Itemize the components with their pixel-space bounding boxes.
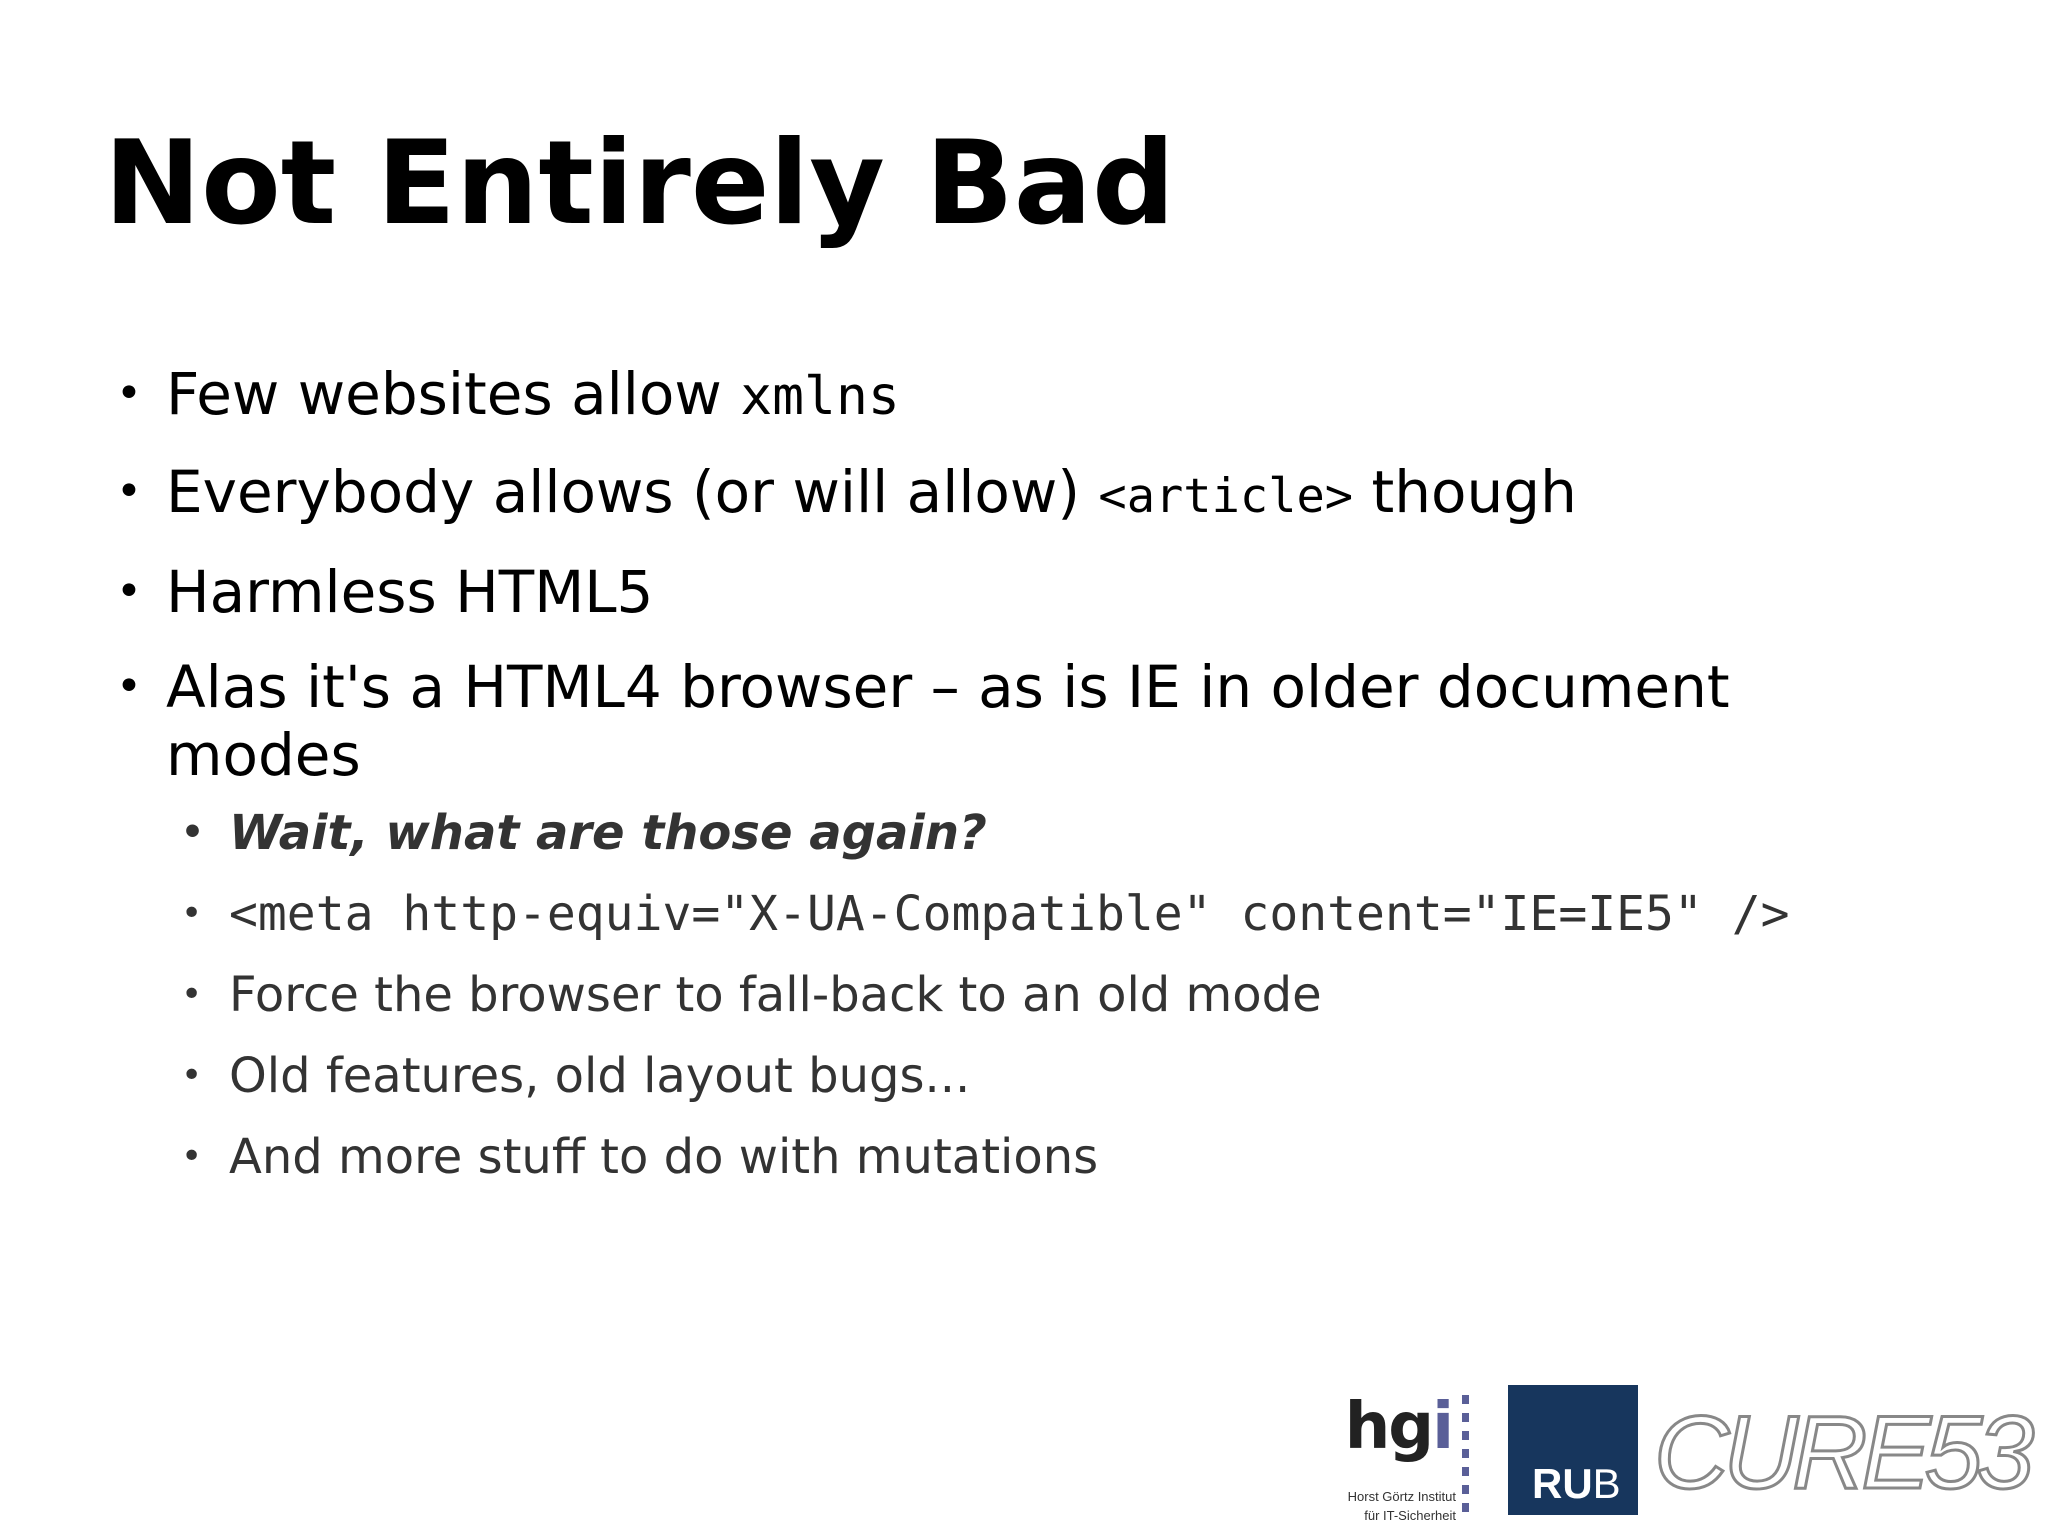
- bullet-marker: •: [116, 566, 142, 617]
- bullet-marker: •: [116, 466, 142, 517]
- sub-bullet-code: <meta http-equiv="X-UA-Compatible" content="IE=IE5" />: [229, 886, 1790, 942]
- bullet-marker: •: [181, 893, 203, 934]
- bullet-marker: •: [181, 812, 205, 853]
- sub-bullet-item: [181, 967, 1790, 1023]
- sub-bullet-text: Old features, old layout bugs...: [229, 1048, 971, 1104]
- bullet-code: xmlns: [740, 366, 900, 427]
- bullet-marker: •: [181, 1055, 203, 1096]
- bullet-text: though: [1353, 458, 1577, 526]
- sub-bullet-item: [181, 1048, 1790, 1104]
- sub-bullet-text: Wait, what are those again?: [229, 805, 987, 861]
- cure53-logo: CURE53: [1654, 1395, 2029, 1511]
- sub-bullet-text: And more stuff to do with mutations: [229, 1129, 1099, 1185]
- bullet-list: [116, 360, 1996, 816]
- sub-bullet-item: [181, 1129, 1790, 1185]
- sub-bullet-text: Force the browser to fall-back to an old mode: [229, 967, 1322, 1023]
- bullet-marker: •: [116, 368, 142, 419]
- hgi-logo: [1320, 1390, 1470, 1525]
- bullet-item: [116, 558, 1996, 626]
- bullet-item: [116, 360, 1996, 431]
- bullet-marker: •: [181, 974, 203, 1015]
- sub-bullet-item: [181, 886, 1790, 942]
- hgi-logo-letters: hgi: [1344, 1390, 1452, 1464]
- bullet-text: Harmless HTML5: [166, 558, 654, 626]
- bullet-code: <article>: [1098, 469, 1354, 524]
- rub-logo-text: RUB: [1532, 1460, 1621, 1507]
- sub-bullet-item: [181, 805, 1790, 861]
- bullet-text: Few websites allow: [166, 360, 741, 428]
- slide-title: Not Entirely Bad: [104, 116, 1176, 251]
- sub-bullet-list: [181, 805, 1790, 1210]
- hgi-logo-dots: [1462, 1395, 1470, 1525]
- bullet-text: Everybody allows (or will allow): [166, 458, 1099, 526]
- footer-logos: [1320, 1385, 2030, 1525]
- bullet-marker: •: [181, 1136, 203, 1177]
- bullet-text: Alas it's a HTML4 browser – as is IE in older document modes: [166, 653, 1730, 789]
- rub-logo: [1508, 1385, 1638, 1515]
- bullet-item: [116, 458, 1996, 531]
- bullet-marker: •: [116, 661, 142, 712]
- bullet-item: [116, 653, 1816, 789]
- hgi-logo-caption: Horst Görtz Institut für IT-Sicherheit: [1347, 1489, 1456, 1523]
